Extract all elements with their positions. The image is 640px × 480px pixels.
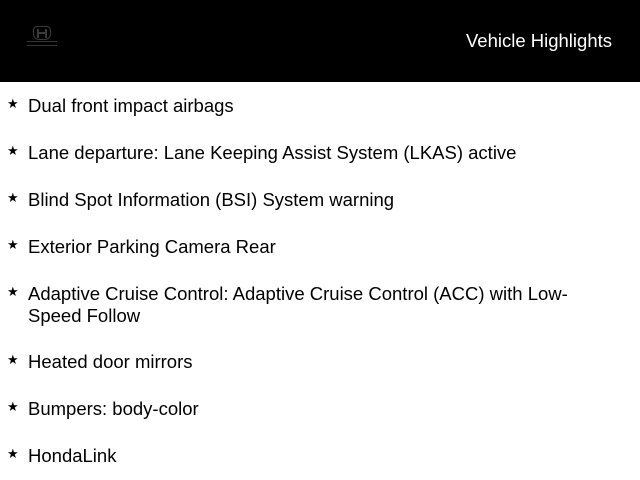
star-icon: ★: [7, 191, 19, 206]
star-icon: ★: [7, 447, 19, 462]
star-icon: ★: [7, 285, 19, 300]
star-icon: ★: [7, 238, 19, 253]
header-banner: [0, 0, 640, 82]
feature-text: Blind Spot Information (BSI) System warning: [28, 189, 395, 210]
star-icon: ★: [7, 400, 19, 415]
star-icon: ★: [7, 144, 19, 159]
page-title: Vehicle Highlights: [465, 30, 612, 51]
honda-logo-icon: [27, 26, 57, 48]
star-icon: ★: [7, 97, 19, 112]
star-icon: ★: [7, 353, 19, 368]
feature-text: Heated door mirrors: [28, 351, 193, 372]
feature-text: Exterior Parking Camera Rear: [28, 236, 276, 257]
feature-text: HondaLink: [28, 445, 117, 466]
feature-text: Dual front impact airbags: [28, 95, 234, 116]
feature-text: Bumpers: body-color: [28, 398, 199, 419]
feature-text: Adaptive Cruise Control: Adaptive Cruise Control (ACC) with Low-Speed Follow: [28, 283, 568, 326]
feature-text: Lane departure: Lane Keeping Assist System (LKAS) active: [28, 142, 517, 163]
